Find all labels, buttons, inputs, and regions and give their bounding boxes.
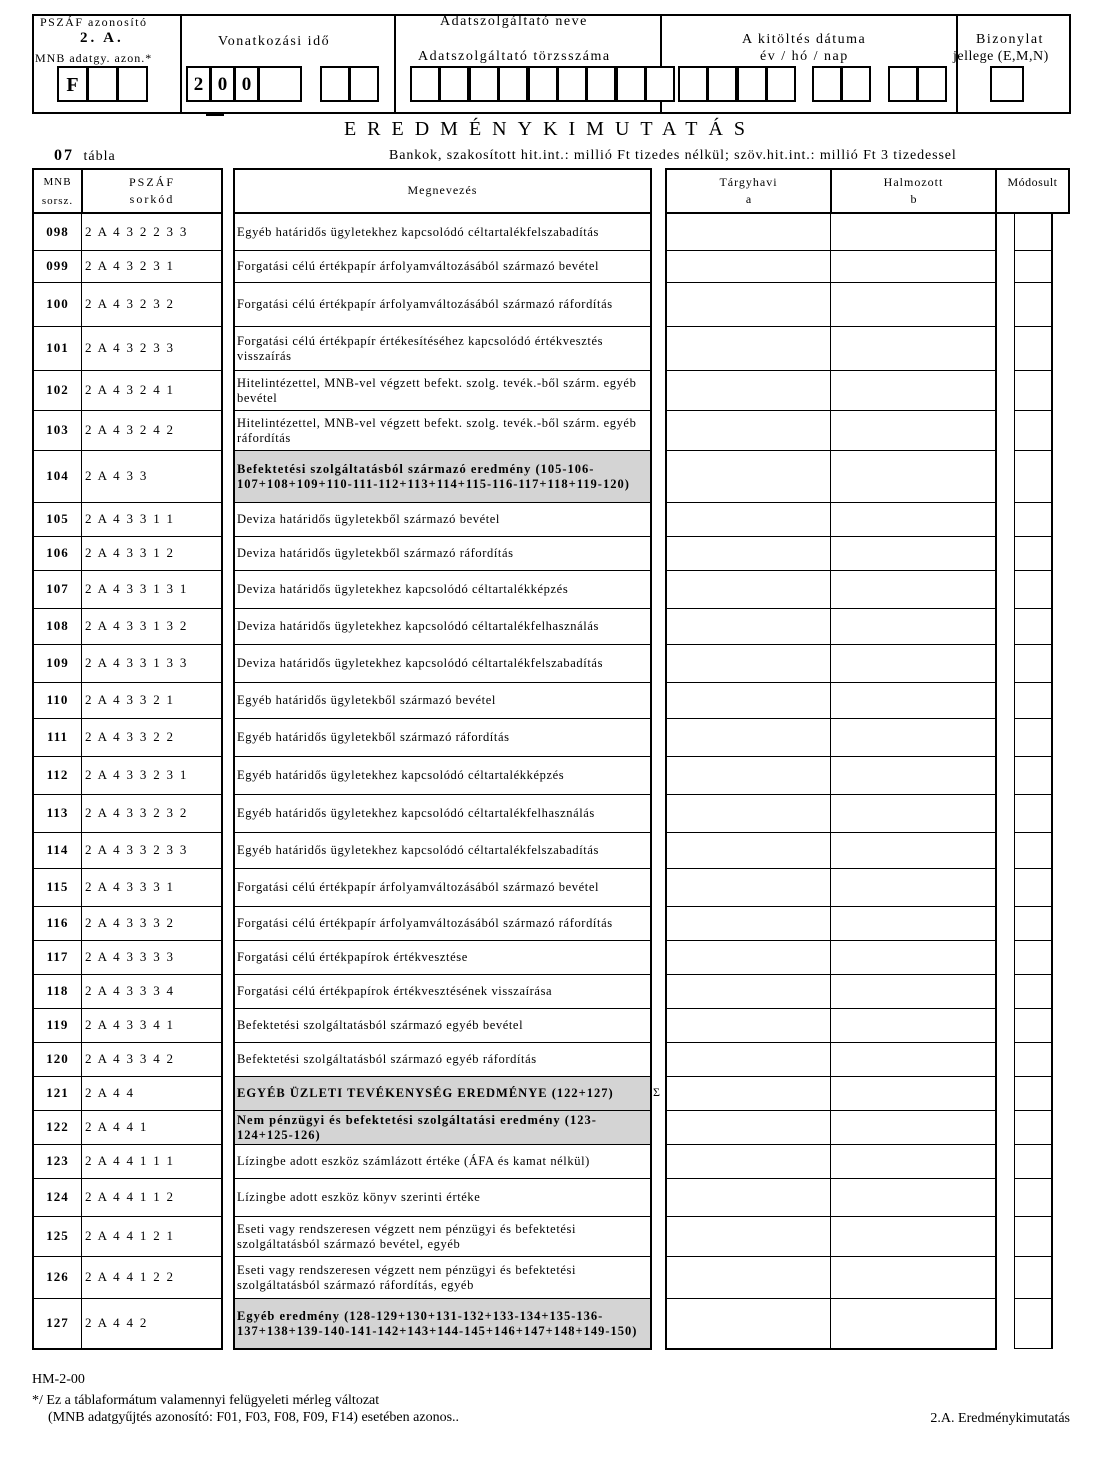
date-digit-box[interactable] <box>841 66 871 102</box>
col-cumulative-label: Halmozott <box>883 175 944 189</box>
cumulative-value-cell[interactable] <box>832 644 995 682</box>
provider-id-box[interactable] <box>469 66 499 102</box>
modified-checkbox-cell[interactable] <box>1014 536 1052 570</box>
row-name-text: Forgatási célú értékpapírok értékvesztésének visszaírása <box>237 984 553 998</box>
row-number: 108 <box>46 618 69 633</box>
row-name-text: Egyéb határidős ügyletekhez kapcsolódó céltartalékfelszabadítás <box>237 225 599 239</box>
row-name <box>234 1043 650 1076</box>
row-code: 2 A 4 3 3 1 3 1 <box>85 581 189 596</box>
date-digit-box[interactable] <box>737 66 767 102</box>
row-name-text: Egyéb eredmény (128-129+130+131-132+133-134+135-136-137+138+139-140-141-142+143+144-145+146+147+148+149-150) <box>237 1308 638 1338</box>
period-digit-4[interactable] <box>258 66 302 102</box>
mnb-id-box-1[interactable] <box>57 66 88 102</box>
modified-checkbox-cell[interactable] <box>1014 682 1052 718</box>
mnb-id-value: F <box>66 74 79 96</box>
period-digit-2[interactable] <box>210 66 235 102</box>
row-code: 2 A 4 3 2 2 3 3 <box>85 224 189 239</box>
row-code: 2 A 4 3 3 4 2 <box>85 1051 175 1066</box>
provider-id-box[interactable] <box>586 66 616 102</box>
col-header-name <box>233 168 652 214</box>
modified-checkbox-cell[interactable] <box>1014 1178 1052 1216</box>
cumulative-value-cell[interactable] <box>832 832 995 868</box>
current-value-cell[interactable] <box>667 832 830 868</box>
period-underline <box>206 114 224 116</box>
date-digit-box[interactable] <box>678 66 708 102</box>
mnb-id-box-3[interactable] <box>117 66 148 102</box>
col-current-label: Tárgyhavi <box>719 175 778 189</box>
row-name <box>234 869 650 906</box>
row-name <box>234 503 650 536</box>
cumulative-value-cell[interactable] <box>832 1298 995 1348</box>
page-label: 2.A. Eredménykimutatás <box>930 1411 1070 1426</box>
row-name-text: Eseti vagy rendszeresen végzett nem pénzügyi és befektetési szolgáltatásból származó bevétel, egyéb <box>237 1221 577 1251</box>
current-value-cell[interactable] <box>667 502 830 536</box>
row-code: 2 A 4 3 2 4 1 <box>85 382 175 397</box>
modified-checkbox-cell[interactable] <box>1014 974 1052 1008</box>
table-word: tábla <box>83 149 116 164</box>
cumulative-value-cell[interactable] <box>832 1256 995 1298</box>
row-number: 103 <box>46 422 69 437</box>
row-name-text: Forgatási célú értékpapírok értékvesztése <box>237 950 468 964</box>
row-name-text: Forgatási célú értékpapír értékesítéséhez kapcsolódó értékvesztés visszaírás <box>237 333 604 363</box>
form-code: HM-2-00 <box>32 1372 85 1387</box>
row-name <box>234 1145 650 1178</box>
col-cumulative-sub: b <box>910 192 917 206</box>
period-digit-3[interactable] <box>234 66 259 102</box>
col-pszaf-label: PSZÁF <box>128 175 176 189</box>
current-value-cell[interactable] <box>667 370 830 410</box>
row-code: 2 A 4 3 3 2 3 3 <box>85 842 189 857</box>
row-number: 121 <box>46 1085 69 1100</box>
row-name <box>234 251 650 282</box>
col-mnb-sub: sorsz. <box>41 195 74 207</box>
cumulative-value-cell[interactable] <box>832 536 995 570</box>
period-digit-6[interactable] <box>349 66 379 102</box>
row-code: 2 A 4 3 3 1 1 <box>85 511 175 526</box>
current-value-cell[interactable] <box>667 682 830 718</box>
row-code: 2 A 4 3 3 2 1 <box>85 692 175 707</box>
period-digit-1[interactable] <box>186 66 211 102</box>
cumulative-value-cell[interactable] <box>832 502 995 536</box>
modified-checkbox-cell[interactable] <box>1014 1144 1052 1178</box>
modified-checkbox-cell[interactable] <box>1014 832 1052 868</box>
doc-type-box[interactable] <box>990 66 1024 102</box>
row-code: 2 A 4 3 2 3 1 <box>85 258 175 273</box>
cumulative-value-cell[interactable] <box>832 1042 995 1076</box>
row-name <box>234 941 650 974</box>
row-name <box>234 1009 650 1042</box>
row-name <box>234 371 650 410</box>
period-digit-text: 0 <box>241 74 252 95</box>
row-number: 104 <box>46 468 69 483</box>
current-value-cell[interactable] <box>667 1298 830 1348</box>
row-number: 126 <box>46 1269 69 1284</box>
row-code: 2 A 4 3 3 1 3 3 <box>85 655 189 670</box>
row-code: 2 A 4 4 <box>85 1085 135 1100</box>
period-digit-text: 2 <box>193 74 204 95</box>
current-value-cell[interactable] <box>667 1216 830 1256</box>
row-number: 117 <box>46 949 69 964</box>
row-code: 2 A 4 3 2 3 3 <box>85 340 175 355</box>
cumulative-value-cell[interactable] <box>832 410 995 450</box>
row-name <box>234 283 650 326</box>
current-value-cell[interactable] <box>667 214 830 250</box>
cumulative-value-cell[interactable] <box>832 1076 995 1110</box>
cumulative-value-cell[interactable] <box>832 450 995 502</box>
current-value-cell[interactable] <box>667 608 830 644</box>
row-code: 2 A 4 3 3 1 3 2 <box>85 618 189 633</box>
modified-checkbox-cell[interactable] <box>1014 868 1052 906</box>
row-name <box>234 645 650 682</box>
cumulative-value-cell[interactable] <box>832 608 995 644</box>
mnb-id-box-2[interactable] <box>87 66 118 102</box>
cumulative-value-cell[interactable] <box>832 1178 995 1216</box>
cumulative-value-cell[interactable] <box>832 250 995 282</box>
row-name <box>234 719 650 756</box>
row-name <box>234 215 650 250</box>
row-name <box>234 907 650 940</box>
row-code: 2 A 4 4 1 2 1 <box>85 1228 175 1243</box>
current-value-cell[interactable] <box>667 718 830 756</box>
row-code: 2 A 4 4 1 1 2 <box>85 1189 175 1204</box>
row-name <box>234 1111 650 1144</box>
modified-checkbox-cell[interactable] <box>1014 450 1052 502</box>
row-number: 101 <box>46 340 69 355</box>
period-digit-5[interactable] <box>320 66 350 102</box>
modified-checkbox-cell[interactable] <box>1014 410 1052 450</box>
current-value-cell[interactable] <box>667 868 830 906</box>
row-name-text: Egyéb határidős ügyletekhez kapcsolódó céltartalékfelhasználás <box>237 806 595 820</box>
row-number: 118 <box>46 983 69 998</box>
row-name-text: Egyéb határidős ügyletekből származó bevétel <box>237 693 496 707</box>
row-name-text: Hitelintézettel, MNB-vel végzett befekt. szolg. tevék.-ből szárm. egyéb bevétel <box>237 375 637 405</box>
row-number: 099 <box>46 258 69 273</box>
modified-checkbox-cell[interactable] <box>1014 1110 1052 1144</box>
cumulative-value-cell[interactable] <box>832 906 995 940</box>
provider-id-box[interactable] <box>528 66 558 102</box>
current-value-cell[interactable] <box>667 450 830 502</box>
row-number: 125 <box>46 1228 69 1243</box>
row-code: 2 A 4 3 3 2 2 <box>85 729 175 744</box>
modified-checkbox-cell[interactable] <box>1014 214 1052 250</box>
provider-name-label: Adatszolgáltató neve <box>440 14 588 29</box>
current-value-cell[interactable] <box>667 326 830 370</box>
current-value-cell[interactable] <box>667 1144 830 1178</box>
cumulative-value-cell[interactable] <box>832 326 995 370</box>
cumulative-value-cell[interactable] <box>832 570 995 608</box>
cumulative-value-cell[interactable] <box>832 974 995 1008</box>
row-name-text: Egyéb határidős ügyletekből származó ráfordítás <box>237 730 510 744</box>
row-name <box>234 683 650 718</box>
current-value-cell[interactable] <box>667 1042 830 1076</box>
period-digit-text: 0 <box>217 74 228 95</box>
row-code: 2 A 4 3 3 4 1 <box>85 1017 175 1032</box>
modified-checkbox-cell[interactable] <box>1014 906 1052 940</box>
sigma-symbol: Σ <box>653 1085 660 1099</box>
row-name <box>234 571 650 608</box>
cumulative-value-cell[interactable] <box>832 214 995 250</box>
row-number: 111 <box>46 729 69 744</box>
col-modified-label: Módosult <box>1007 175 1058 189</box>
date-digit-box[interactable] <box>812 66 842 102</box>
modified-checkbox-cell[interactable] <box>1014 1216 1052 1256</box>
date-digit-box[interactable] <box>917 66 947 102</box>
row-code: 2 A 4 3 3 2 3 2 <box>85 805 189 820</box>
col-header-current <box>665 168 832 214</box>
col-header-modified <box>995 168 1070 214</box>
row-number: 120 <box>46 1051 69 1066</box>
current-value-cell[interactable] <box>667 570 830 608</box>
cumulative-value-cell[interactable] <box>832 718 995 756</box>
row-name-text: Forgatási célú értékpapír árfolyamváltozásából származó bevétel <box>237 259 600 273</box>
row-name-text: EGYÉB ÜZLETI TEVÉKENYSÉG EREDMÉNYE (122+127) <box>237 1086 614 1100</box>
table-number <box>54 147 116 165</box>
row-code: 2 A 4 3 2 4 2 <box>85 422 175 437</box>
provider-id-box[interactable] <box>616 66 646 102</box>
col-mnb-label: MNB <box>43 176 72 188</box>
row-number: 109 <box>46 655 69 670</box>
row-name-text: Deviza határidős ügyletekből származó ráfordítás <box>237 546 514 560</box>
col-header-mnb <box>32 168 83 214</box>
current-value-cell[interactable] <box>667 1076 830 1110</box>
row-code: 2 A 4 3 3 3 2 <box>85 915 175 930</box>
footnote-line-1: */ Ez a táblaformátum valamennyi felügyeleti mérleg változat <box>32 1393 380 1408</box>
row-name <box>234 795 650 832</box>
cumulative-value-cell[interactable] <box>832 1216 995 1256</box>
modified-checkbox-cell[interactable] <box>1014 718 1052 756</box>
row-code: 2 A 4 3 3 2 3 1 <box>85 767 189 782</box>
modified-checkbox-cell[interactable] <box>1014 608 1052 644</box>
row-code: 2 A 4 4 2 <box>85 1315 149 1330</box>
row-number: 107 <box>46 581 69 596</box>
cumulative-value-cell[interactable] <box>832 794 995 832</box>
modified-checkbox-cell[interactable] <box>1014 644 1052 682</box>
cumulative-value-cell[interactable] <box>832 282 995 326</box>
row-code: 2 A 4 3 2 3 2 <box>85 296 175 311</box>
row-name-text: Befektetési szolgáltatásból származó egyéb ráfordítás <box>237 1052 537 1066</box>
row-name-text: Egyéb határidős ügyletekhez kapcsolódó céltartalékképzés <box>237 768 565 782</box>
row-name <box>234 975 650 1008</box>
modified-checkbox-cell[interactable] <box>1014 1076 1052 1110</box>
modified-checkbox-cell[interactable] <box>1014 756 1052 794</box>
col-header-pszaf <box>81 168 223 214</box>
row-number: 116 <box>46 915 69 930</box>
modified-checkbox-cell[interactable] <box>1014 250 1052 282</box>
row-name-text: Forgatási célú értékpapír árfolyamváltozásából származó bevétel <box>237 880 600 894</box>
current-value-cell[interactable] <box>667 1008 830 1042</box>
current-value-cell[interactable] <box>667 1178 830 1216</box>
modified-checkbox-cell[interactable] <box>1014 282 1052 326</box>
row-code: 2 A 4 3 3 3 1 <box>85 879 175 894</box>
current-value-cell[interactable] <box>667 250 830 282</box>
row-name <box>234 1217 650 1256</box>
row-code: 2 A 4 3 3 1 2 <box>85 545 175 560</box>
row-number: 098 <box>46 224 69 239</box>
pszaf-value: 2. A. <box>80 30 124 46</box>
row-number: 100 <box>46 296 69 311</box>
row-name-text: Forgatási célú értékpapír árfolyamváltozásából származó ráfordítás <box>237 297 613 311</box>
unit-note: Bankok, szakosított hit.int.: millió Ft tizedes nélkül; szöv.hit.int.: millió Ft 3 tizedessel <box>389 148 957 163</box>
provider-id-box[interactable] <box>557 66 587 102</box>
row-number: 106 <box>46 545 69 560</box>
doc-type-sub-label: jellege (E,M,N) <box>953 49 1049 64</box>
row-number: 119 <box>46 1017 69 1032</box>
modified-checkbox-cell[interactable] <box>1014 1042 1052 1076</box>
row-name-text: Befektetési szolgáltatásból származó egyéb bevétel <box>237 1018 524 1032</box>
modified-checkbox-cell[interactable] <box>1014 940 1052 974</box>
row-code: 2 A 4 3 3 <box>85 468 149 483</box>
col-current-sub: a <box>745 192 752 206</box>
footnote-line-2: (MNB adatgyűjtés azonosító: F01, F03, F08, F09, F14) esetében azonos.. <box>48 1410 460 1425</box>
pszaf-label: PSZÁF azonosító <box>40 15 148 29</box>
row-number: 114 <box>46 842 69 857</box>
provider-id-box[interactable] <box>645 66 675 102</box>
date-digit-box[interactable] <box>766 66 796 102</box>
provider-id-box[interactable] <box>498 66 528 102</box>
page-title: EREDMÉNYKIMUTATÁS <box>343 118 757 140</box>
row-name <box>234 609 650 644</box>
row-name <box>234 1257 650 1298</box>
mnb-label: MNB adatgy. azon.* <box>35 51 153 65</box>
table-no: 07 <box>54 147 74 164</box>
row-code: 2 A 4 4 1 <box>85 1119 149 1134</box>
current-value-cell[interactable] <box>667 1256 830 1298</box>
row-name <box>234 833 650 868</box>
current-value-cell[interactable] <box>667 536 830 570</box>
row-number: 102 <box>46 382 69 397</box>
date-sub-label: év / hó / nap <box>760 49 849 64</box>
row-number: 123 <box>46 1153 69 1168</box>
row-name-text: Egyéb határidős ügyletekhez kapcsolódó céltartalékfelszabadítás <box>237 843 599 857</box>
date-digit-box[interactable] <box>707 66 737 102</box>
current-value-cell[interactable] <box>667 1110 830 1144</box>
row-name-text: Deviza határidős ügyletekhez kapcsolódó céltartalékfelszabadítás <box>237 656 604 670</box>
row-name <box>234 1077 650 1110</box>
modified-checkbox-cell[interactable] <box>1014 326 1052 370</box>
row-number: 127 <box>46 1315 69 1330</box>
current-value-cell[interactable] <box>667 794 830 832</box>
row-number: 112 <box>46 767 69 782</box>
row-code: 2 A 4 4 1 1 1 <box>85 1153 175 1168</box>
row-code: 2 A 4 3 3 3 3 <box>85 949 175 964</box>
row-number: 122 <box>46 1119 69 1134</box>
row-code: 2 A 4 4 1 2 2 <box>85 1269 175 1284</box>
row-name-text: Lízingbe adott eszköz számlázott értéke (ÁFA és kamat nélkül) <box>237 1154 590 1168</box>
current-value-cell[interactable] <box>667 410 830 450</box>
col-pszaf-sub: sorkód <box>129 192 175 206</box>
provider-id-box[interactable] <box>410 66 440 102</box>
modified-checkbox-cell[interactable] <box>1014 1298 1052 1348</box>
cumulative-value-cell[interactable] <box>832 1144 995 1178</box>
row-name <box>234 451 650 502</box>
row-name <box>234 1299 650 1348</box>
row-number: 105 <box>46 511 69 526</box>
date-digit-box[interactable] <box>888 66 918 102</box>
modified-checkbox-cell[interactable] <box>1014 570 1052 608</box>
row-name-text: Befektetési szolgáltatásból származó eredmény (105-106-107+108+109+110-111-112+113+114+115-116-117+118+119-120) <box>237 461 630 491</box>
row-code: 2 A 4 3 3 3 4 <box>85 983 175 998</box>
cumulative-value-cell[interactable] <box>832 868 995 906</box>
row-name-text: Hitelintézettel, MNB-vel végzett befekt. szolg. tevék.-ből szárm. egyéb ráfordítás <box>237 415 637 445</box>
row-name <box>234 327 650 370</box>
row-name <box>234 1179 650 1216</box>
current-value-cell[interactable] <box>667 282 830 326</box>
modified-checkbox-cell[interactable] <box>1014 794 1052 832</box>
row-number: 124 <box>46 1189 69 1204</box>
current-value-cell[interactable] <box>667 940 830 974</box>
row-name-text: Deviza határidős ügyletekből származó bevétel <box>237 512 501 526</box>
row-name-text: Nem pénzügyi és befektetési szolgáltatási eredmény (123-124+125-126) <box>237 1112 597 1142</box>
row-name <box>234 757 650 794</box>
modified-checkbox-cell[interactable] <box>1014 502 1052 536</box>
row-name-text: Lízingbe adott eszköz könyv szerinti értéke <box>237 1190 481 1204</box>
row-number: 110 <box>46 692 69 707</box>
cumulative-value-cell[interactable] <box>832 1008 995 1042</box>
provider-id-box[interactable] <box>439 66 469 102</box>
row-name-text: Forgatási célú értékpapír árfolyamváltozásából származó ráfordítás <box>237 916 613 930</box>
modified-checkbox-cell[interactable] <box>1014 370 1052 410</box>
cumulative-value-cell[interactable] <box>832 682 995 718</box>
modified-checkbox-cell[interactable] <box>1014 1008 1052 1042</box>
current-value-cell[interactable] <box>667 906 830 940</box>
cumulative-value-cell[interactable] <box>832 940 995 974</box>
date-label: A kitöltés dátuma <box>742 32 867 47</box>
cumulative-value-cell[interactable] <box>832 370 995 410</box>
doc-type-label: Bizonylat <box>976 32 1044 47</box>
row-name-text: Deviza határidős ügyletekhez kapcsolódó céltartalékképzés <box>237 582 569 596</box>
cumulative-value-cell[interactable] <box>832 756 995 794</box>
row-name <box>234 411 650 450</box>
col-name-label: Megnevezés <box>407 183 478 197</box>
current-value-cell[interactable] <box>667 644 830 682</box>
period-label: Vonatkozási idő <box>218 34 331 49</box>
current-value-cell[interactable] <box>667 756 830 794</box>
row-name-text: Deviza határidős ügyletekhez kapcsolódó céltartalékfelhasználás <box>237 619 599 633</box>
row-number: 115 <box>46 879 69 894</box>
modified-checkbox-cell[interactable] <box>1014 1256 1052 1298</box>
row-name-text: Eseti vagy rendszeresen végzett nem pénzügyi és befektetési szolgáltatásból származó ráfordítás, egyéb <box>237 1262 577 1292</box>
current-value-cell[interactable] <box>667 974 830 1008</box>
provider-id-label: Adatszolgáltató törzsszáma <box>418 49 611 64</box>
cumulative-value-cell[interactable] <box>832 1110 995 1144</box>
row-number: 113 <box>46 805 69 820</box>
col-header-cumulative <box>830 168 997 214</box>
row-name <box>234 537 650 570</box>
